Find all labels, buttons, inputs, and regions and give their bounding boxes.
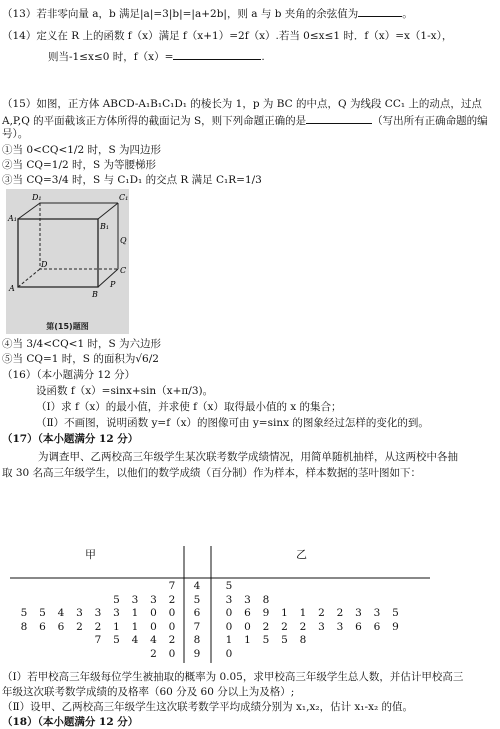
stem-leaf-right-leaf: 5 [262,634,270,646]
stem-leaf-right-leaf: 9 [262,607,270,619]
stem-leaf-right-leaf: 2 [262,620,270,633]
question-17-line1: 为调查甲、乙两校高三年级学生某次联考数学成绩情况，用简单随机抽样，从这两校中各抽 [38,451,458,463]
label-a: A [9,284,15,293]
stem-leaf-right-leaf: 5 [281,634,288,646]
label-c: C [120,266,127,275]
stem-leaf-left-leaf: 0 [168,647,176,660]
stem-leaf-stem: 7 [193,620,201,633]
edge-a1d1 [18,203,40,219]
question-15-line3 [2,128,28,141]
stem-leaf-left-leaf: 4 [150,634,157,646]
stem-leaf-right-leaf: 1 [299,607,307,619]
question-14-line2 [48,49,265,64]
stem-leaf-left-leaf: 5 [20,607,28,619]
stem-leaf-right-leaf: 1 [281,607,288,619]
stem-leaf-right-leaf: 3 [225,593,233,606]
stem-leaf-right-header: 乙 [296,548,307,561]
stem-leaf-right-leaf: 2 [336,607,344,619]
stem-leaf-right-leaf: 5 [392,607,399,619]
label-q: Q [120,236,127,245]
stem-leaf-left-leaf: 4 [131,634,139,646]
q15-text-2: A,P,Q 的平面截该正方体所得的截面记为 S，则下列命题正确的是 [2,115,307,127]
stem-leaf-left-leaf: 1 [113,620,120,633]
label-a1: A₁ [8,214,17,223]
stem-leaf-left-leaf: 2 [168,634,176,646]
stem-leaf-right-leaf: 9 [392,620,399,633]
stem-leaf-right-leaf: 3 [336,620,344,633]
question-17-part2: （Ⅱ）设甲、乙两校高三年级学生这次联考数学平均成绩分别为 x₁,x₂，估计 x₁-x₂ 的值。 [2,701,414,713]
stem-leaf-left-leaf: 1 [131,620,139,633]
stem-leaf-left-leaf: 7 [168,580,176,592]
stem-leaf-left-leaf: 3 [76,607,83,619]
stem-leaf-left-leaf: 1 [131,607,139,619]
q13-answer-blank [358,6,402,17]
stem-leaf-right-leaf: 1 [225,634,233,646]
stem-leaf-right-leaf: 2 [281,620,288,633]
label-c1: C₁ [119,193,129,202]
stem-leaf-left-leaf: 4 [57,607,65,619]
q15-answer-blank [306,113,372,124]
stem-leaf-right-leaf: 8 [299,634,307,646]
stem-leaf-left-leaf: 2 [168,593,176,606]
stem-leaf-stem: 6 [193,607,201,619]
stem-leaf-right-leaf: 8 [262,593,270,606]
q15-text: （15）如图，正方体 ABCD-A₁B₁C₁D₁ 的棱长为 1，p 为 BC 的中点，Q 为线段 CC₁ 上的动点，过点 [2,98,482,110]
stem-leaf-stem: 9 [193,647,201,660]
stem-leaf-left-leaf: 3 [94,607,102,619]
option-5: ⑤当 CQ=1 时，S 的面积为√6/2 [2,353,159,365]
stem-leaf-right-leaf: 0 [244,620,251,633]
question-15-line2 [2,113,488,128]
label-p: P [110,280,116,289]
stem-leaf-left-leaf: 6 [57,620,65,633]
question-13 [2,6,413,21]
stem-leaf-right-leaf: 3 [318,620,325,633]
stem-leaf-left-leaf: 0 [150,620,157,633]
stem-leaf-right-leaf: 3 [373,607,381,619]
option-1: ①当 0<CQ<1/2 时，S 为四边形 [2,144,162,156]
stem-leaf-right-leaf: 3 [355,607,362,619]
question-17-part1-line2: 年级这次联考数学成绩的及格率（60 分及 60 分以上为及格）; [2,686,295,698]
question-16-part1: （Ⅰ）求 f（x）的最小值，并求使 f（x）取得最小值的 x 的集合； [36,401,342,413]
option-4: ④当 3/4<CQ<1 时，S 为六边形 [2,338,162,350]
stem-leaf-left-leaf: 2 [76,620,83,633]
q13-text: （13）若非零向量 a，b 满足|a|=3|b|=|a+2b|，则 a 与 b 夹角的余弦值为 [2,8,359,20]
question-16-function: 设函数 f（x）=sinx+sin（x+π/3)。 [36,385,214,397]
stem-leaf-left-leaf: 3 [113,607,120,619]
question-18-title: （18）（本小题满分 12 分） [2,716,139,728]
stem-leaf-right-leaf: 5 [225,580,233,592]
question-17-part1-line1: （Ⅰ）若甲校高三年级每位学生被抽取的概率为 0.05，求甲校高三年级学生总人数，并估计甲校高三 [2,671,464,683]
option-2: ②当 CQ=1/2 时，S 为等腰梯形 [2,159,157,171]
stem-leaf-left-leaf: 0 [168,620,176,633]
question-16-part2: （Ⅱ）不画图，说明函数 y=f（x）的图像可由 y=sinx 的图象经过怎样的变化的到。 [36,417,429,429]
stem-leaf-left-leaf: 2 [94,620,102,633]
label-d1: D₁ [32,193,42,202]
stem-leaf-left-leaf: 3 [131,593,139,606]
stem-leaf-right-leaf: 6 [244,607,251,619]
q15-text-2-end: （写出所有正确命题的编 [372,115,488,127]
question-16-title: （16）（本小题满分 12 分） [2,369,136,381]
label-d: D [41,260,48,269]
stem-leaf-left-leaf: 8 [20,620,28,633]
question-15-line1 [2,98,482,111]
stem-leaf-left-leaf: 3 [150,593,157,606]
stem-leaf-stem: 8 [193,634,201,646]
stem-leaf-left-leaf: 6 [39,620,46,633]
stem-leaf-right-leaf: 3 [244,593,251,606]
stem-leaf-left-leaf: 5 [113,634,120,646]
q14-answer-blank [173,49,261,60]
stem-leaf-right-leaf: 1 [244,634,251,646]
q13-end: 。 [402,8,413,20]
stem-leaf-left-leaf: 2 [150,647,157,660]
stem-leaf-left-leaf: 5 [113,593,120,606]
stem-leaf-right-leaf: 2 [299,620,307,633]
q15-text-3: 号）。 [2,128,29,140]
q14-end: . [261,51,265,63]
option-3: ③当 CQ=3/4 时，S 与 C₁D₁ 的交点 R 满足 C₁R=1/3 [2,174,262,186]
figure-caption: 第(15)题图 [46,322,89,331]
stem-leaf-right-leaf: 0 [225,620,233,633]
label-b: B [92,290,98,299]
q14-text-2: 则当-1≤x≤0 时，f（x）= [48,51,174,63]
stem-leaf-right-leaf: 0 [225,607,233,619]
label-b1: B₁ [100,222,110,231]
stem-leaf-left-leaf: 0 [150,607,157,619]
stem-leaf-left-leaf: 7 [94,634,102,646]
stem-leaf-right-leaf: 0 [225,647,233,660]
cube-figure [6,189,129,334]
stem-leaf-right-leaf: 6 [373,620,381,633]
question-17-title: （17）（本小题满分 12 分） [2,433,139,445]
question-17-line2: 取 30 名高三年级学生，以他们的数学成绩（百分制）作为样本，样本数据的茎叶图如下： [2,467,422,479]
q14-text: （14）定义在 R 上的函数 f（x）满足 f（x+1）=2f（x）.若当 0≤x≤1 时．f（x）=x（1-x）， [2,30,453,42]
stem-leaf-stem: 4 [193,580,201,592]
edge-b1c1 [98,203,118,219]
stem-leaf-stem: 5 [193,593,201,606]
stem-leaf-left-leaf: 5 [39,607,46,619]
stem-leaf-left-leaf: 0 [168,607,176,619]
cube-drawing [6,189,129,334]
stem-leaf-right-leaf: 2 [318,607,325,619]
stem-leaf-right-leaf: 6 [355,620,362,633]
edge-ad [18,269,40,287]
stem-leaf-left-header: 甲 [85,548,96,561]
question-14-line1 [2,30,452,43]
